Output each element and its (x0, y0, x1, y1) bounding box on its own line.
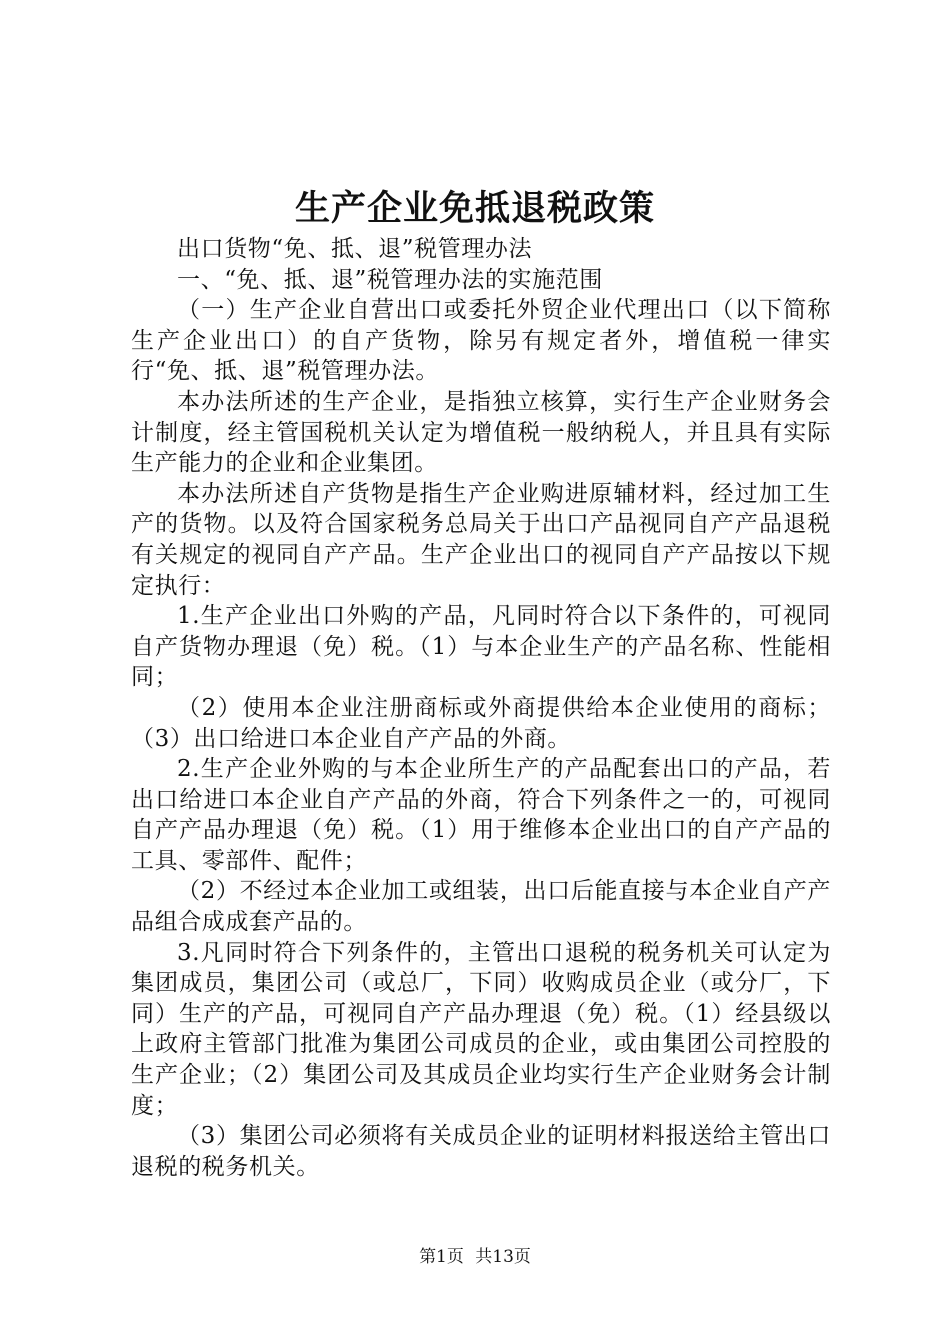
page-footer (0, 1246, 950, 1268)
paragraph: （一）生产企业自营出口或委托外贸企业代理出口（以下简称生产企业出口）的自产货物，除另有规定者外，增值税一律实行“免、抵、退”税管理办法。 (131, 297, 831, 385)
paragraph: 出口货物“免、抵、退”税管理办法 (177, 236, 533, 262)
document-body (131, 234, 831, 1182)
paragraph: 本办法所述的生产企业，是指独立核算，实行生产企业财务会计制度，经主管国税机关认定为增值税一般纳税人，并且具有实际生产能力的企业和企业集团。 (131, 388, 831, 477)
page-total: 共13页 (475, 1247, 531, 1267)
paragraph: 1.生产企业出口外购的产品，凡同时符合以下条件的，可视同自产货物办理退（免）税。（1）与本企业生产的产品名称、性能相同； (131, 603, 831, 691)
page-number: 第1页 (419, 1247, 464, 1267)
paragraph: 2.生产企业外购的与本企业所生产的产品配套出口的产品，若出口给进口本企业自产产品的外商，符合下列条件之一的，可视同自产产品办理退（免）税。（1）用于维修本企业出口的自产产品的工具、零部件、配件； (131, 756, 831, 874)
paragraph: （2）使用本企业注册商标或外商提供给本企业使用的商标；（3）出口给进口本企业自产产品的外商。 (131, 694, 831, 752)
paragraph: 本办法所述自产货物是指生产企业购进原辅材料，经过加工生产的货物。以及符合国家税务总局关于出口产品视同自产产品退税有关规定的视同自产产品。生产企业出口的视同自产产品按以下规定执行： (131, 480, 831, 599)
paragraph: （3）集团公司必须将有关成员企业的证明材料报送给主管出口退税的税务机关。 (131, 1123, 831, 1180)
paragraph: 3.凡同时符合下列条件的，主管出口退税的税务机关可认定为集团成员，集团公司（或总厂，下同）收购成员企业（或分厂，下同）生产的产品，可视同自产产品办理退（免）税。（1）经县级以上政府主管部门批准为集团公司成员的企业，或由集团公司控股的生产企业；（2）集团公司及其成员企业均实行生产企业财务会计制度； (131, 939, 831, 1119)
paragraph: （2）不经过本企业加工或组装，出口后能直接与本企业自产产品组合成成套产品的。 (131, 878, 831, 936)
document-title: 生产企业免抵退税政策 (294, 188, 655, 229)
paragraph: 一、“免、抵、退”税管理办法的实施范围 (177, 266, 603, 293)
